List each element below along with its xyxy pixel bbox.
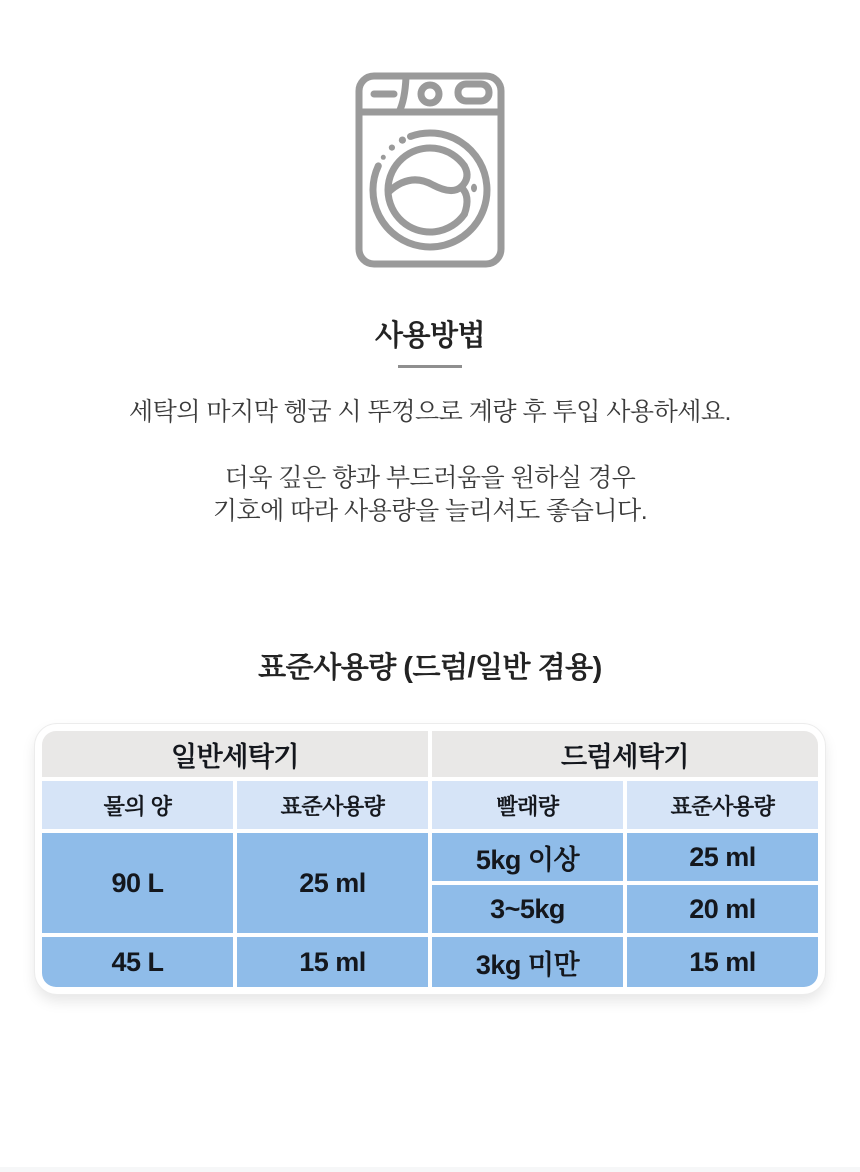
usage-note-line1: 더욱 깊은 향과 부드러움을 원하실 경우: [224, 464, 636, 492]
dosage-table-card: [35, 724, 825, 994]
cell-drum-dose-20: 20 ml: [627, 885, 818, 933]
column-header-laundry-amount: 빨래량: [432, 781, 623, 829]
group-header-regular-washer: 일반세탁기: [42, 731, 428, 777]
cell-drum-dose-15: 15 ml: [627, 937, 818, 987]
column-header-water-amount: 물의 양: [42, 781, 233, 829]
cell-drum-load-3-5kg: 3~5kg: [432, 885, 623, 933]
column-header-standard-dose-drum: 표준사용량: [627, 781, 818, 829]
cell-drum-dose-25: 25 ml: [627, 833, 818, 881]
usage-instruction: 세탁의 마지막 헹굼 시 뚜껑으로 계량 후 투입 사용하세요.: [129, 398, 731, 426]
cell-regular-water-90: 90 L: [42, 833, 233, 933]
usage-note: [0, 462, 860, 528]
product-usage-page: [0, 72, 860, 1172]
cell-drum-load-3kg-under: 3kg 미만: [432, 937, 623, 987]
usage-title: 사용방법: [374, 320, 486, 352]
group-header-drum-washer: 드럼세탁기: [432, 731, 818, 777]
cell-regular-water-45: 45 L: [42, 937, 233, 987]
usage-note-line2: 기호에 따라 사용량을 늘리셔도 좋습니다.: [212, 497, 648, 525]
cell-regular-dose-15: 15 ml: [237, 937, 428, 987]
cell-regular-dose-25: 25 ml: [237, 833, 428, 933]
page-bottom-divider: [0, 1167, 860, 1172]
cell-drum-load-5kg-over: 5kg 이상: [432, 833, 623, 881]
dosage-title: 표준사용량 (드럼/일반 겸용): [258, 652, 602, 684]
dosage-table: [42, 731, 818, 987]
column-header-standard-dose-regular: 표준사용량: [237, 781, 428, 829]
title-underline: [398, 365, 462, 368]
washing-machine-icon: [355, 72, 505, 268]
